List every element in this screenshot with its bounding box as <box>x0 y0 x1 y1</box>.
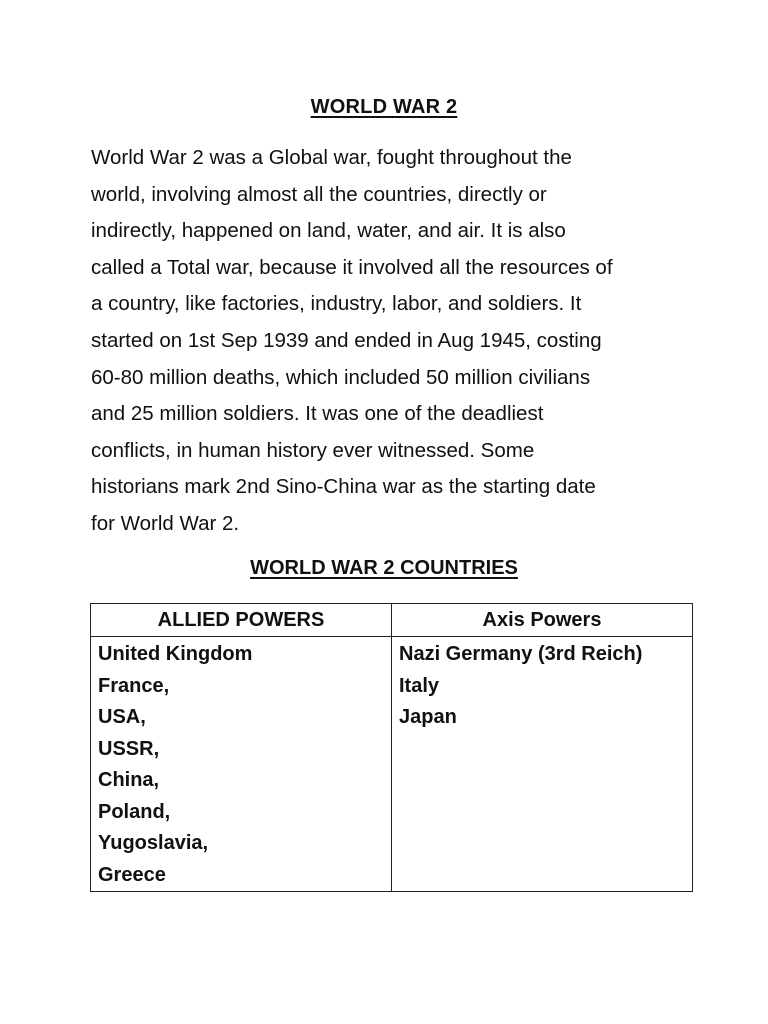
paragraph-line: historians mark 2nd Sino-China war as the starting date <box>91 475 596 499</box>
allied-country: Yugoslavia, <box>98 832 209 854</box>
axis-country: Italy <box>399 674 440 697</box>
paragraph-line: 60-80 million deaths, which included 50 million civilians <box>91 365 591 389</box>
paragraph-line: World War 2 was a Global war, fought throughout the <box>91 146 572 169</box>
intro-paragraph <box>91 140 701 543</box>
table-header-row <box>91 604 693 637</box>
allied-country: France, <box>98 674 170 697</box>
allied-powers-cell <box>91 637 392 892</box>
section-title: WORLD WAR 2 COUNTRIES <box>250 557 518 579</box>
allied-country: China, <box>98 769 160 791</box>
paragraph-line: and 25 million soldiers. It was one of the deadliest <box>91 402 544 426</box>
allied-powers-header: ALLIED POWERS <box>91 604 392 637</box>
allied-country: Greece <box>98 863 166 886</box>
paragraph-line: for World War 2. <box>91 511 240 535</box>
axis-powers-cell <box>392 637 693 892</box>
paragraph-line: indirectly, happened on land, water, and air. It is also <box>91 219 566 243</box>
axis-powers-header: Axis Powers <box>392 604 693 637</box>
paragraph-line: a country, like factories, industry, labor, and soldiers. It <box>91 292 582 316</box>
allied-country: USA, <box>98 706 146 728</box>
allied-country: USSR, <box>98 737 160 760</box>
countries-table <box>90 603 693 892</box>
document-title: WORLD WAR 2 <box>310 96 458 118</box>
axis-country: Nazi Germany (3rd Reich) <box>399 643 643 665</box>
allied-country: United Kingdom <box>98 643 253 665</box>
allied-country: Poland, <box>98 800 171 823</box>
paragraph-line: started on 1st Sep 1939 and ended in Aug 1945, costing <box>91 328 602 352</box>
paragraph-line: conflicts, in human history ever witnessed. Some <box>91 438 535 462</box>
table-row <box>91 637 693 892</box>
paragraph-line: world, involving almost all the countries, directly or <box>91 182 547 206</box>
axis-country: Japan <box>399 706 457 728</box>
paragraph-line: called a Total war, because it involved all the resources of <box>91 255 613 279</box>
